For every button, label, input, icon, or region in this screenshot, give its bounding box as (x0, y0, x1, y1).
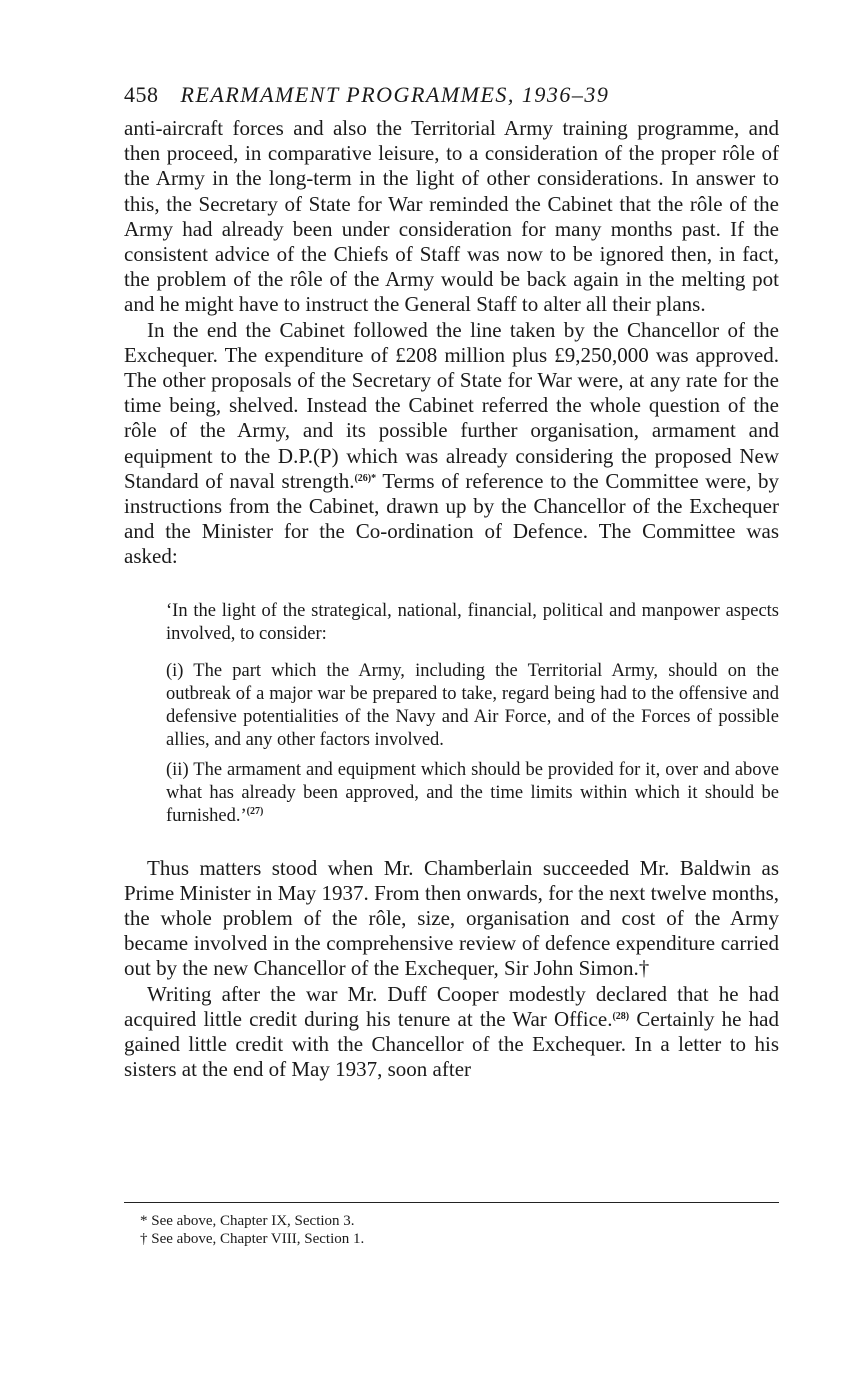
paragraph-3: Thus matters stood when Mr. Chamberlain succeeded Mr. Baldwin as Prime Minister in May 1937. From then onwards, for the next twelve months, the whole problem of the rôle, size, organisation and cost of the Army became involved in the comprehensive review of defence expenditure carried out by the new Chancellor of the Exchequer, Sir John Simon.† (124, 855, 779, 981)
quote-item-2 (166, 759, 779, 828)
running-header (124, 80, 779, 116)
running-title: REARMAMENT PROGRAMMES, 1936–39 (180, 82, 610, 107)
paragraph-2 (124, 318, 779, 570)
paragraph-4 (124, 982, 779, 1083)
paragraph-1: anti-aircraft forces and also the Territorial Army training programme, and then proceed, in comparative leisure, to a consideration of the proper rôle of the Army in the long-term in the light of other considerations. In answer to this, the Secretary of State for War reminded the Cabinet that the rôle of the Army had already been under consideration for many months past. If the consistent advice of the Chiefs of Staff was now to be ignored then, in fact, the problem of the rôle of the Army would be back again in the melting pot and he might have to instruct the General Staff to alter all their plans. (124, 116, 779, 317)
paragraph-4-text-b: Certainly he had gained little credit with the Chancellor of the Exchequer. In a letter to his sisters at the end of May 1937, soon after (124, 1006, 779, 1082)
block-quote (166, 600, 779, 646)
paragraph-2-text-a: In the end the Cabinet followed the line taken by the Chancellor of the Exchequer. The expenditure of £208 million plus £9,250,000 was approved. The other proposals of the Secretary of State for War were, at any rate for the time being, shelved. Instead the Cabinet referred the whole question of the rôle of the Army, and its possible further organisation, armament and equipment to the D.P.(P) which was already considering the proposed New Standard of naval strength. (124, 317, 779, 493)
footnote-1: * See above, Chapter IX, Section 3. (140, 1213, 355, 1229)
footnote-ref-28: (28) (612, 1010, 630, 1022)
footnotes (124, 1202, 779, 1248)
quote-item-1: (i) The part which the Army, including the Territorial Army, should on the outbreak of a major war be prepared to take, regard being had to the offensive and defensive potentialities of the Navy and Air Force, and of the Forces of possible allies, and any other factors involved. (166, 660, 779, 750)
paragraph-4-text-a: Writing after the war Mr. Duff Cooper modestly declared that he had acquired little credit during his tenure at the War Office. (124, 981, 779, 1031)
page-number: 458 (124, 82, 159, 107)
footnote-2: † See above, Chapter VIII, Section 1. (140, 1231, 365, 1247)
page-content (124, 80, 779, 1082)
quote-item-2-text: (ii) The armament and equipment which should be provided for it, over and above what has already been approved, and the time limits within which it should be furnished.’ (166, 759, 779, 826)
paragraph-2-text-b: Terms of reference to the Committee were, by instructions from the Cabinet, drawn up by the Chancellor of the Exchequer and the Minister for the Co-ordination of Defence. The Committee was asked: (124, 468, 779, 569)
quote-intro: ‘In the light of the strategical, national, financial, political and manpower aspects involved, to consider: (166, 600, 779, 644)
footnote-ref-27: (27) (246, 805, 264, 817)
footnote-ref-26: (26)* (354, 472, 377, 484)
